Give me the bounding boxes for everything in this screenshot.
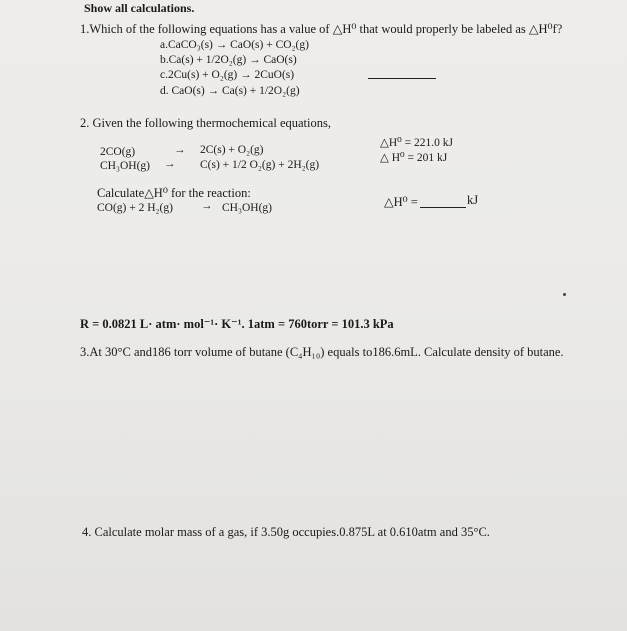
question-4-text: 4. Calculate molar mass of a gas, if 3.50g occupies.0.875L at 0.610atm and 35°C.	[82, 525, 490, 539]
eq1-products: 2C(s) + O₂(g)	[200, 144, 264, 156]
q1-answer-blank	[368, 78, 436, 79]
target-arrow: →	[201, 200, 213, 212]
calculate-label: Calculate△H⁰ for the reaction:	[97, 186, 251, 200]
eq1-arrow: →	[174, 144, 186, 156]
eq2-reactant: CH₃OH(g)	[100, 160, 151, 172]
q1-option-a: a.CaCO₃(s) → CaO(s) + CO₂(g)	[160, 39, 309, 51]
stray-mark	[563, 293, 566, 296]
target-reactants: CO(g) + 2 H₂(g)	[97, 202, 173, 214]
question-1-text: 1.Which of the following equations has a value of △H⁰ that would properly be labeled as △H⁰f?	[80, 22, 563, 36]
question-2-text: 2. Given the following thermochemical equations,	[80, 116, 331, 130]
q2-answer-blank	[420, 207, 466, 208]
q1-option-d: d. CaO(s) → Ca(s) + 1/2O₂(g)	[160, 85, 300, 97]
eq2-arrow: →	[164, 158, 176, 170]
constants-line: R = 0.0821 L· atm· mol⁻¹· K⁻¹. 1atm = 760torr = 101.3 kPa	[80, 317, 394, 331]
eq2-enthalpy: △ H⁰ = 201 kJ	[380, 152, 448, 164]
answer-unit: kJ	[467, 193, 479, 207]
q1-option-b: b.Ca(s) + 1/2O₂(g) → CaO(s)	[160, 54, 297, 66]
q1-option-c: c.2Cu(s) + O₂(g) → 2CuO(s)	[160, 69, 295, 81]
target-product: CH₃OH(g)	[222, 202, 273, 214]
question-3-text: 3.At 30°C and186 torr volume of butane (C₄H₁₀) equals to186.6mL. Calculate density of butane.	[80, 345, 564, 359]
answer-label: △H⁰ =	[384, 195, 418, 209]
eq1-enthalpy: △H⁰ = 221.0 kJ	[380, 137, 453, 149]
page-title: Show all calculations.	[84, 1, 195, 15]
eq2-products: C(s) + 1/2 O₂(g) + 2H₂(g)	[200, 159, 320, 171]
eq1-reactant: 2CO(g)	[100, 146, 136, 158]
